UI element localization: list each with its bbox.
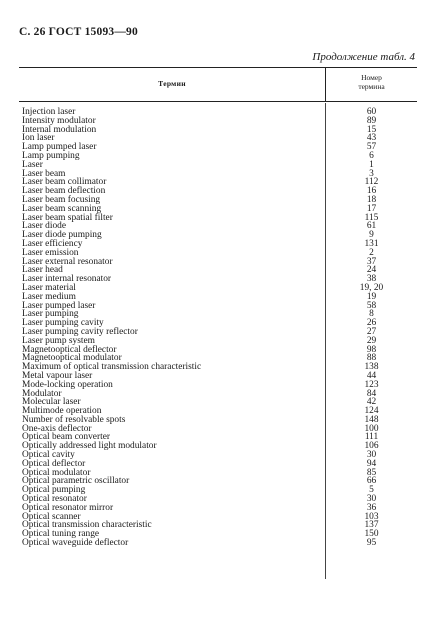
term-name: Maximum of optical transmission characteristic: [22, 362, 202, 373]
term-number: 94: [366, 458, 377, 469]
table-row: [19, 214, 417, 223]
term-name: One-axis deflector: [22, 423, 92, 434]
term-number: 1: [369, 159, 374, 170]
term-name: Modulator: [22, 388, 62, 399]
term-number: 89: [366, 115, 377, 126]
term-name: Laser material: [22, 282, 76, 293]
term-number: 38: [366, 274, 377, 285]
term-number: 15: [366, 124, 377, 135]
term-number: 112: [364, 177, 379, 188]
term-number: 88: [366, 353, 377, 364]
term-name: Optical parametric oscillator: [22, 476, 130, 487]
term-number: 37: [366, 256, 377, 267]
terms-table: [19, 67, 417, 587]
table-row: [19, 161, 417, 170]
term-name: Mode-locking operation: [22, 379, 113, 390]
term-name: Optical resonator mirror: [22, 502, 114, 513]
term-name: Laser beam: [22, 168, 66, 179]
term-name: Laser beam spatial filter: [22, 212, 113, 223]
term-name: Ion laser: [22, 133, 55, 144]
term-name: Laser beam deflection: [22, 186, 106, 197]
term-number: 98: [366, 344, 377, 355]
term-number: 148: [364, 414, 379, 425]
term-name: Laser pumping: [22, 309, 79, 320]
term-name: Laser head: [22, 265, 63, 276]
term-name: Laser emission: [22, 247, 79, 258]
term-number: 66: [366, 476, 377, 487]
term-name: Optical transmission characteristic: [22, 520, 152, 531]
term-number: 43: [366, 133, 377, 144]
term-number: 115: [364, 212, 379, 223]
table-header-rule: [19, 101, 417, 102]
term-number: 29: [366, 335, 377, 346]
term-name: Molecular laser: [22, 397, 81, 408]
table-row: [19, 126, 417, 135]
term-name: Optical modulator: [22, 467, 91, 478]
column-header-term: Термин: [158, 79, 186, 88]
table-continuation-label: Продолжение табл. 4: [312, 51, 415, 63]
term-number: 26: [366, 318, 377, 329]
term-number: 111: [364, 432, 379, 443]
term-number: 85: [366, 467, 377, 478]
table-row: [19, 152, 417, 161]
term-number: 61: [366, 221, 377, 232]
table-row: [19, 284, 417, 293]
term-number: 57: [366, 142, 377, 153]
term-number: 106: [364, 441, 379, 452]
term-name: Intensity modulator: [22, 115, 96, 126]
term-number: 103: [364, 511, 379, 522]
term-name: Number of resolvable spots: [22, 414, 126, 425]
term-number: 9: [369, 230, 374, 241]
term-number: 16: [366, 186, 377, 197]
term-name: Lamp pumped laser: [22, 142, 97, 153]
term-number: 24: [366, 265, 377, 276]
term-name: Laser internal resonator: [22, 274, 112, 285]
column-header-number-line1: Номер: [361, 73, 382, 82]
term-name: Laser pump system: [22, 335, 95, 346]
term-number: 30: [366, 494, 377, 505]
page-header: С. 26 ГОСТ 15093—90: [19, 26, 138, 38]
table-row: [19, 442, 417, 451]
term-name: Laser pumping cavity: [22, 318, 104, 329]
term-name: Laser efficiency: [22, 238, 83, 249]
term-number: 58: [366, 300, 377, 311]
term-number: 100: [364, 423, 379, 434]
term-name: Laser medium: [22, 291, 76, 302]
term-name: Laser: [22, 159, 43, 170]
term-number: 60: [366, 107, 377, 117]
term-name: Magnetooptical deflector: [22, 344, 117, 355]
term-number: 17: [366, 203, 377, 214]
term-name: Optical pumping: [22, 485, 86, 496]
term-name: Magnetooptical modulator: [22, 353, 122, 364]
term-name: Laser beam focusing: [22, 194, 101, 205]
term-number: 18: [366, 194, 377, 205]
term-number: 124: [364, 406, 379, 417]
term-number: 36: [366, 502, 377, 513]
column-header-number: [326, 73, 417, 91]
term-name: Optical tuning range: [22, 529, 100, 540]
table-row: [19, 381, 417, 390]
term-name: Laser beam scanning: [22, 203, 102, 214]
term-name: Optically addressed light modulator: [22, 441, 157, 452]
term-name: Optical scanner: [22, 511, 81, 522]
table-row: [19, 275, 417, 284]
table-row: [19, 258, 417, 267]
term-number: 137: [364, 520, 379, 531]
term-name: Metal vapour laser: [22, 370, 93, 381]
term-name: Injection laser: [22, 107, 76, 117]
column-header-number-line2: термина: [358, 82, 385, 91]
term-name: Optical resonator: [22, 494, 87, 505]
term-number: 150: [364, 529, 379, 540]
term-list: [19, 108, 417, 548]
term-name: Laser external resonator: [22, 256, 113, 267]
term-number: 5: [369, 485, 374, 496]
term-number: 19, 20: [359, 282, 384, 293]
table-top-rule: [19, 67, 417, 68]
table-row: [19, 539, 417, 548]
term-name: Optical beam converter: [22, 432, 110, 443]
term-number: 42: [366, 397, 377, 408]
term-name: Laser pumped laser: [22, 300, 96, 311]
term-name: Optical waveguide deflector: [22, 538, 129, 549]
term-number: 138: [364, 362, 379, 373]
term-name: Laser beam collimator: [22, 177, 107, 188]
term-name: Laser diode: [22, 221, 66, 232]
term-name: Laser diode pumping: [22, 230, 102, 241]
term-number: 131: [364, 238, 379, 249]
term-number: 3: [369, 168, 374, 179]
term-number: 2: [369, 247, 374, 258]
term-number: 30: [366, 450, 377, 461]
term-number: 27: [366, 326, 377, 337]
term-name: Lamp pumping: [22, 150, 80, 161]
term-number: 95: [366, 538, 377, 549]
term-number: 6: [369, 150, 374, 161]
term-name: Laser pumping cavity reflector: [22, 326, 138, 337]
term-name: Internal modulation: [22, 124, 97, 135]
term-name: Multimode operation: [22, 406, 102, 417]
term-number: 44: [366, 370, 377, 381]
term-number: 19: [366, 291, 377, 302]
term-name: Optical cavity: [22, 450, 75, 461]
term-number: 84: [366, 388, 377, 399]
term-number: 8: [369, 309, 374, 320]
term-number: 123: [364, 379, 379, 390]
term-name: Optical deflector: [22, 458, 86, 469]
